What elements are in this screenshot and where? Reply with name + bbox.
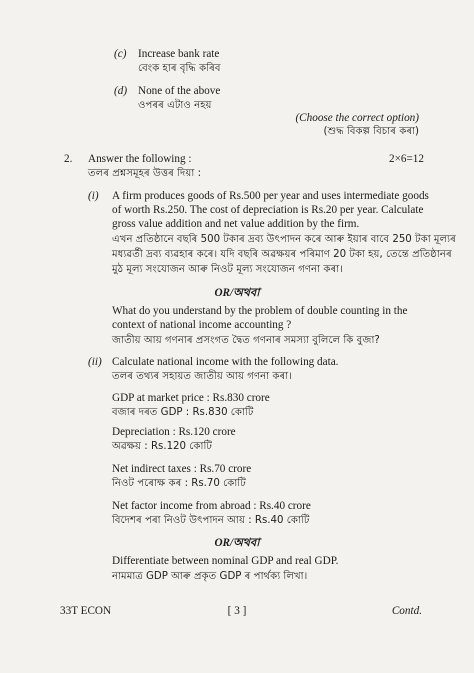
footer-code: 33T ECON xyxy=(60,605,112,617)
data-item-as: বজাৰ দৰত GDP : Rs.830 কোটি xyxy=(112,407,254,418)
part-ii-alt: Differentiate between nominal GDP and real GDP. xyxy=(112,555,339,567)
data-item-as: অৱক্ষয় : Rs.120 কোটি xyxy=(112,441,212,452)
option-d-text-as: ওপৰৰ এটাও নহয় xyxy=(138,100,212,111)
part-ii-text: Calculate national income with the following data. xyxy=(112,356,339,368)
data-item: GDP at market price : Rs.830 crore xyxy=(112,392,270,404)
part-i-line-as: মধ্যৱৰ্তী দ্ৰব্য ব্যৱহাৰ কৰে। যদি বছৰি অৱক্ষয়ৰ পৰিমাণ 20 টকা হয়, তেন্তে প্ৰতিষ্ঠানৰ xyxy=(112,249,452,260)
data-item-as: বিদেশৰ পৰা নিওট উৎপাদন আয় : Rs.40 কোটি xyxy=(112,515,310,526)
footer-page-number: [ 3 ] xyxy=(227,605,247,617)
or-divider: OR/অথবা xyxy=(214,537,260,549)
choose-instruction: (Choose the correct option) xyxy=(295,112,419,124)
option-d-label: (d) xyxy=(114,85,128,97)
part-ii-text-as: তলৰ তথ্যৰ সহায়ত জাতীয় আয় গণনা কৰা। xyxy=(112,371,292,382)
question-heading-as: তলৰ প্ৰশ্নসমূহৰ উত্তৰ দিয়া : xyxy=(88,168,202,179)
part-i-line: A firm produces goods of Rs.500 per year and uses intermediate goods xyxy=(112,190,429,202)
choose-instruction-as: (শুদ্ধ বিকল্প বিচাৰ কৰা) xyxy=(323,126,419,137)
or-divider: OR/অথবা xyxy=(214,287,260,299)
option-c-label: (c) xyxy=(114,48,127,60)
option-c-text-as: বেংক হাৰ বৃদ্ধি কৰিব xyxy=(138,63,221,74)
question-heading: Answer the following : xyxy=(88,153,192,165)
part-i-line-as: এখন প্ৰতিষ্ঠানে বছৰি 500 টকাৰ দ্ৰব্য উৎপাদন কৰে আৰু ইয়াৰ বাবে 250 টকা মূল্যৰ xyxy=(112,234,456,245)
part-ii-alt-as: নামমাত্ৰ GDP আৰু প্ৰকৃত GDP ৰ পাৰ্থক্য লিখা। xyxy=(112,571,308,582)
option-c-text: Increase bank rate xyxy=(138,48,220,60)
data-item: Net factor income from abroad : Rs.40 crore xyxy=(112,500,311,512)
part-i-line-as: মুঠ মূল্য সংযোজন আৰু নিওট মূল্য সংযোজন গণনা কৰা। xyxy=(112,264,343,275)
footer-contd: Contd. xyxy=(391,605,422,617)
part-i-alt-line: context of national income accounting ? xyxy=(112,319,292,331)
part-i-alt-line: What do you understand by the problem of double counting in the xyxy=(112,305,408,317)
part-i-line: gross value addition and net value addition by the firm. xyxy=(112,218,360,230)
part-i-alt-as: জাতীয় আয় গণনাৰ প্ৰসংগত দ্বৈত গণনাৰ সমস্যা বুলিলে কি বুজা? xyxy=(112,335,380,346)
data-item-as: নিওট পৰোক্ষ কৰ : Rs.70 কোটি xyxy=(112,478,246,489)
question-number: 2. xyxy=(64,153,73,165)
part-i-line: of worth Rs.250. The cost of depreciation is Rs.20 per year. Calculate xyxy=(112,204,424,216)
part-i-label: (i) xyxy=(88,190,99,202)
part-ii-label: (ii) xyxy=(88,356,102,368)
marks: 2×6=12 xyxy=(389,153,424,165)
data-item: Depreciation : Rs.120 crore xyxy=(112,426,236,438)
data-item: Net indirect taxes : Rs.70 crore xyxy=(112,463,252,475)
option-d-text: None of the above xyxy=(138,85,221,97)
